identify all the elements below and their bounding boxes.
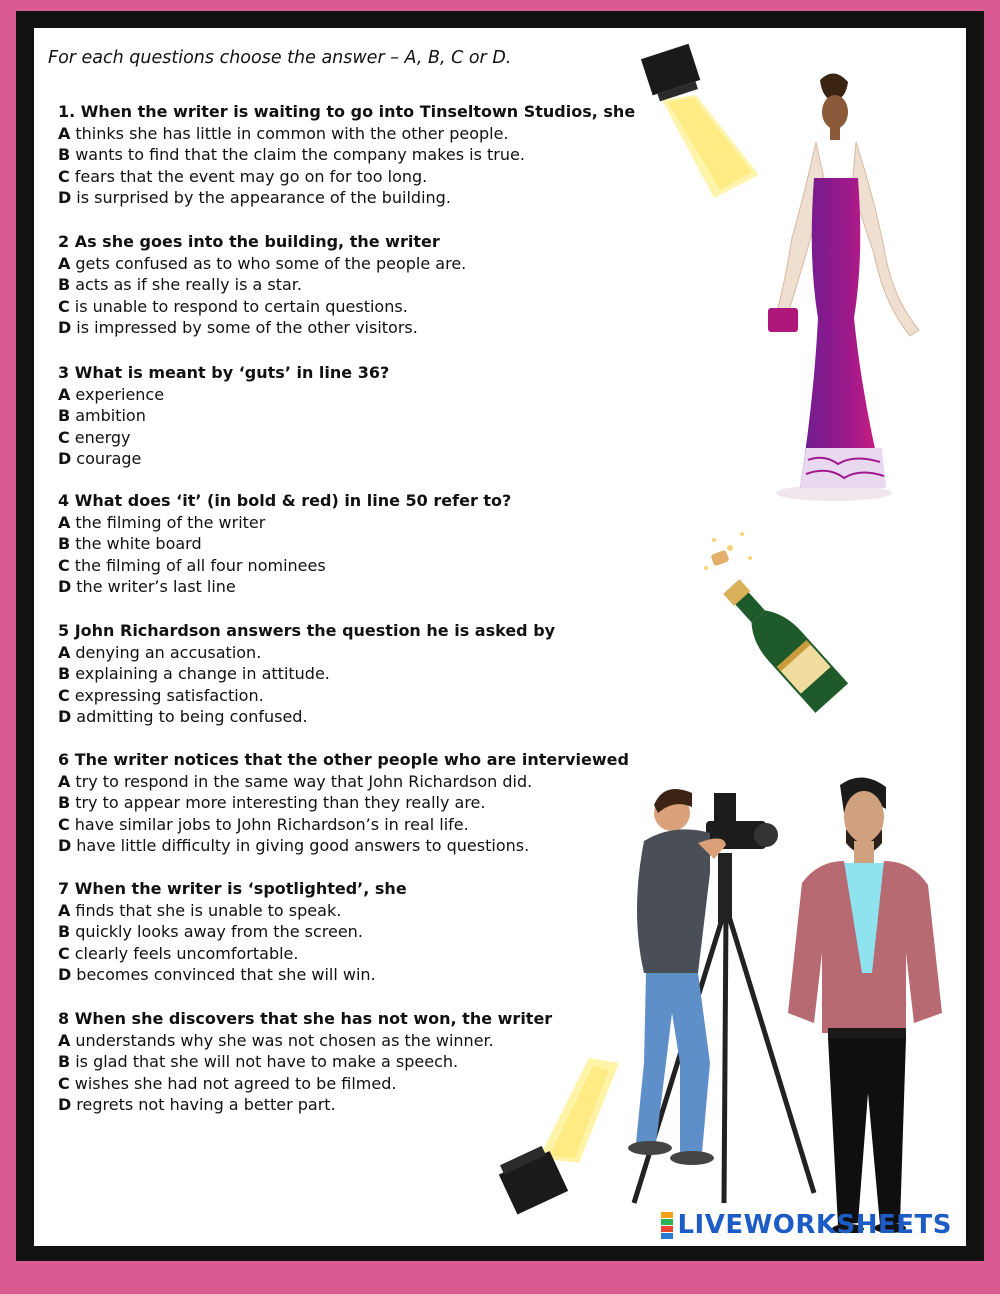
answer-option-d[interactable] [58, 317, 658, 339]
option-text: is unable to respond to certain questions. [74, 296, 408, 316]
option-text: quickly looks away from the screen. [75, 922, 363, 942]
option-letter: C [58, 296, 70, 316]
question-block-1 [58, 101, 658, 209]
option-letter: C [58, 166, 70, 186]
option-text: admitting to being confused. [76, 707, 308, 727]
question-text: 4 What does ‘it’ (in bold & red) in line 50 refer to? [58, 491, 512, 510]
question-text: 1. When the writer is waiting to go into Tinseltown Studios, she [58, 102, 636, 121]
answer-option-a[interactable] [58, 642, 658, 664]
answer-option-d[interactable] [58, 187, 658, 209]
option-text: have little difficulty in giving good answers to questions. [76, 836, 530, 856]
instructions: For each questions choose the answer – A, B, C or D. [48, 48, 512, 68]
option-text: the white board [75, 534, 202, 554]
answer-option-b[interactable] [58, 405, 658, 427]
answer-option-c[interactable] [58, 943, 658, 965]
option-letter: A [58, 771, 71, 791]
option-text: denying an accusation. [75, 642, 262, 662]
option-text: acts as if she really is a star. [75, 275, 302, 295]
option-letter: C [58, 685, 70, 705]
answer-option-c[interactable] [58, 814, 658, 836]
question-text: 2 As she goes into the building, the writer [58, 232, 440, 251]
question-text: 3 What is meant by ‘guts’ in line 36? [58, 363, 390, 382]
option-letter: C [58, 814, 70, 834]
answer-option-b[interactable] [58, 274, 658, 296]
option-letter: B [58, 922, 71, 942]
answer-option-c[interactable] [58, 427, 658, 449]
question-text: 5 John Richardson answers the question he is asked by [58, 621, 556, 640]
option-letter: A [58, 1030, 71, 1050]
option-letter: D [58, 1095, 72, 1115]
question-block-4 [58, 490, 658, 598]
option-letter: B [58, 406, 71, 426]
answer-option-b[interactable] [58, 533, 658, 555]
option-text: is impressed by some of the other visitors. [76, 318, 418, 338]
question-block-2 [58, 231, 658, 339]
answer-option-a[interactable] [58, 771, 658, 793]
answer-option-a[interactable] [58, 512, 658, 534]
answer-option-d[interactable] [58, 576, 658, 598]
answer-option-c[interactable] [58, 685, 658, 707]
option-letter: B [58, 793, 71, 813]
answer-option-d[interactable] [58, 835, 658, 857]
answer-option-d[interactable] [58, 964, 658, 986]
option-letter: C [58, 427, 70, 447]
brand-text: LIVEWORKSHEETS [677, 1210, 952, 1240]
option-letter: B [58, 145, 71, 165]
option-letter: A [58, 512, 71, 532]
option-letter: A [58, 642, 71, 662]
option-text: experience [75, 384, 165, 404]
option-text: gets confused as to who some of the people are. [75, 253, 467, 273]
answer-option-c[interactable] [58, 555, 658, 577]
option-text: is surprised by the appearance of the building. [76, 188, 451, 208]
option-text: finds that she is unable to speak. [75, 900, 342, 920]
option-letter: D [58, 188, 72, 208]
option-letter: A [58, 253, 71, 273]
option-letter: D [58, 965, 72, 985]
option-text: fears that the event may go on for too long. [74, 166, 428, 186]
option-text: try to appear more interesting than they really are. [75, 793, 486, 813]
question-text: 7 When the writer is ‘spotlighted’, she [58, 879, 407, 898]
option-letter: B [58, 664, 71, 684]
option-letter: D [58, 577, 72, 597]
option-text: regrets not having a better part. [76, 1095, 336, 1115]
option-text: the writer’s last line [76, 577, 236, 597]
option-letter: A [58, 900, 71, 920]
option-text: courage [76, 449, 142, 469]
spotlight-icon [479, 1058, 624, 1218]
option-text: the filming of all four nominees [74, 555, 326, 575]
answer-option-a[interactable] [58, 123, 658, 145]
option-letter: D [58, 836, 72, 856]
option-letter: D [58, 318, 72, 338]
option-letter: B [58, 275, 71, 295]
answer-option-b[interactable] [58, 921, 658, 943]
option-text: the filming of the writer [75, 512, 266, 532]
answer-option-d[interactable] [58, 448, 658, 470]
answer-option-b[interactable] [58, 144, 658, 166]
option-letter: C [58, 943, 70, 963]
question-block-5 [58, 620, 658, 728]
answer-option-c[interactable] [58, 296, 658, 318]
option-text: becomes convinced that she will win. [76, 965, 376, 985]
option-text: try to respond in the same way that John Richardson did. [75, 771, 533, 791]
worksheet-page [34, 28, 966, 1246]
option-text: wishes she had not agreed to be filmed. [74, 1073, 397, 1093]
option-text: ambition [75, 406, 146, 426]
answer-option-a[interactable] [58, 384, 658, 406]
man-in-jacket-illustration [782, 773, 952, 1233]
question-block-6 [58, 749, 658, 857]
answer-option-a[interactable] [58, 1030, 658, 1052]
option-text: expressing satisfaction. [74, 685, 264, 705]
answer-option-c[interactable] [58, 166, 658, 188]
option-letter: B [58, 534, 71, 554]
answer-option-b[interactable] [58, 792, 658, 814]
option-text: wants to find that the claim the company makes is true. [75, 145, 525, 165]
answer-option-d[interactable] [58, 706, 658, 728]
question-block-7 [58, 878, 658, 986]
option-letter: C [58, 555, 70, 575]
option-letter: D [58, 449, 72, 469]
option-text: have similar jobs to John Richardson’s in real life. [74, 814, 469, 834]
question-block-3 [58, 362, 658, 470]
option-letter: A [58, 123, 71, 143]
option-text: clearly feels uncomfortable. [74, 943, 299, 963]
answer-option-a[interactable] [58, 253, 658, 275]
answer-option-b[interactable] [58, 663, 658, 685]
question-text: 6 The writer notices that the other people who are interviewed [58, 750, 629, 769]
option-text: is glad that she will not have to make a speech. [75, 1052, 459, 1072]
option-letter: B [58, 1052, 71, 1072]
option-text: understands why she was not chosen as the winner. [75, 1030, 494, 1050]
answer-option-a[interactable] [58, 900, 658, 922]
option-text: thinks she has little in common with the other people. [75, 123, 509, 143]
liveworksheets-brand [661, 1210, 952, 1240]
woman-in-gown-illustration [734, 68, 924, 503]
option-letter: A [58, 384, 71, 404]
option-text: energy [74, 427, 131, 447]
option-letter: D [58, 707, 72, 727]
champagne-bottle-illustration [694, 528, 864, 723]
question-text: 8 When she discovers that she has not won, the writer [58, 1009, 553, 1028]
option-letter: C [58, 1073, 70, 1093]
option-text: explaining a change in attitude. [75, 664, 330, 684]
liveworksheets-logo-icon [661, 1212, 673, 1239]
